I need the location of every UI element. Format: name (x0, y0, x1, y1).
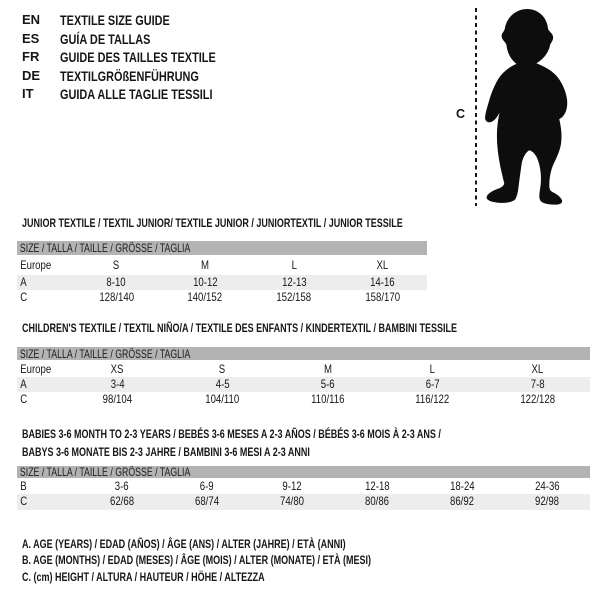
footnotes (22, 536, 487, 585)
size-value-cell: 110/116 (310, 392, 345, 406)
language-row (22, 30, 260, 49)
table-row (17, 360, 590, 377)
junior-size-table (17, 241, 427, 305)
size-value-cell: 24-36 (535, 479, 560, 493)
size-value-cell: M (323, 362, 332, 376)
size-header-bar (17, 241, 427, 255)
size-header-text: SIZE / TALLA / TAILLE / GRÖSSE / TAGLIA (19, 465, 191, 479)
size-value-cell: S (113, 258, 120, 272)
size-header-bar (17, 347, 590, 360)
size-value-cell: L (429, 362, 436, 376)
footnote-line: C. (cm) HEIGHT / ALTURA / HAUTEUR / HÖHE / ALTEZZA (22, 569, 265, 584)
size-value-cell: 158/170 (365, 290, 400, 304)
row-label-cell: A (20, 377, 27, 391)
language-code: DE (22, 67, 41, 83)
row-label-cell: C (20, 494, 28, 508)
size-value-cell: 122/128 (520, 392, 555, 406)
babies-size-table (17, 466, 590, 510)
size-value-cell: 18-24 (449, 479, 475, 493)
row-label-cell: C (20, 392, 28, 406)
size-header-text: SIZE / TALLA / TAILLE / GRÖSSE / TAGLIA (19, 241, 191, 255)
table-row (17, 275, 427, 290)
size-value-cell: 74/80 (279, 494, 304, 508)
size-value-cell: 6-7 (425, 377, 440, 391)
size-value-cell: 3-6 (114, 479, 129, 493)
language-row (22, 11, 260, 30)
table-row (17, 290, 427, 305)
children-size-table (17, 347, 590, 407)
size-header-text: SIZE / TALLA / TAILLE / GRÖSSE / TAGLIA (19, 347, 191, 361)
size-value-cell: 68/74 (194, 494, 219, 508)
language-code: FR (22, 49, 40, 65)
toddler-silhouette-icon (483, 7, 573, 206)
size-value-cell: 10-12 (192, 275, 218, 289)
table-row (17, 377, 590, 392)
babies-section-title-line2: BABYS 3-6 MONATE BIS 2-3 JAHRE / BAMBINI 3-6 MESI A 2-3 ANNI (22, 445, 310, 459)
language-row (22, 48, 260, 67)
table-row (17, 478, 590, 494)
size-value-cell: 86/92 (450, 494, 475, 508)
footnote-line: B. AGE (MONTHS) / EDAD (MESES) / ÂGE (MOIS) / ALTER (MONATE) / ETÀ (MESI) (22, 553, 371, 568)
size-value-cell: XL (376, 258, 389, 272)
size-value-cell: 9-12 (282, 479, 302, 493)
size-value-cell: 6-9 (199, 479, 214, 493)
size-value-cell: XL (531, 362, 544, 376)
size-value-cell: S (219, 362, 226, 376)
language-label: TEXTILGRÖßENFÜHRUNG (60, 67, 199, 84)
size-value-cell: L (291, 258, 297, 272)
height-dashed-line (475, 8, 477, 206)
size-value-cell: 152/158 (276, 290, 312, 304)
children-section-title (22, 321, 600, 335)
size-value-cell: 4-5 (215, 377, 230, 391)
language-code: IT (22, 86, 34, 102)
junior-section-title-text: JUNIOR TEXTILE / TEXTIL JUNIOR/ TEXTILE JUNIOR / JUNIORTEXTIL / JUNIOR TESSILE (22, 216, 403, 230)
language-list (22, 11, 260, 104)
language-label: GUIDE DES TAILLES TEXTILE (60, 49, 216, 66)
size-value-cell: M (201, 258, 210, 272)
size-value-cell: 140/152 (187, 290, 223, 304)
size-value-cell: 14-16 (370, 275, 395, 289)
language-label: TEXTILE SIZE GUIDE (60, 12, 170, 28)
children-section-title-text: CHILDREN'S TEXTILE / TEXTIL NIÑO/A / TEXTILE DES ENFANTS / KINDERTEXTIL / BAMBINI TESSILE (22, 321, 458, 335)
size-value-cell: 104/110 (205, 392, 240, 406)
measure-label-c: C (456, 107, 466, 121)
language-code: ES (22, 30, 40, 46)
row-label-cell: Europe (20, 362, 52, 376)
junior-section-title (22, 216, 530, 230)
row-label-cell: A (20, 275, 27, 289)
size-value-cell: 5-6 (320, 377, 335, 391)
size-value-cell: 8-10 (106, 275, 126, 289)
row-label-cell: B (20, 479, 27, 493)
size-value-cell: 12-13 (281, 275, 307, 289)
size-value-cell: 98/104 (102, 392, 133, 406)
table-row (17, 494, 590, 510)
table-row (17, 392, 590, 407)
language-row (22, 67, 260, 86)
row-label-cell: Europe (20, 258, 52, 272)
babies-section-title-line1: BABIES 3-6 MONTH TO 2-3 YEARS / BEBÉS 3-6 MESES A 2-3 AÑOS / BÉBÉS 3-6 MOIS À 2-3 ANS / (22, 427, 441, 441)
size-value-cell: 7-8 (530, 377, 545, 391)
size-value-cell: 3-4 (110, 377, 125, 391)
footnote-line: A. AGE (YEARS) / EDAD (AÑOS) / ÂGE (ANS) / ALTER (JAHRE) / ETÀ (ANNI) (22, 537, 346, 551)
size-value-cell: 128/140 (99, 290, 134, 304)
size-value-cell: 116/122 (415, 392, 450, 406)
language-label: GUÍA DE TALLAS (60, 30, 151, 47)
language-code: EN (22, 12, 41, 27)
size-value-cell: XS (111, 362, 124, 376)
size-value-cell: 62/68 (109, 494, 134, 508)
size-header-bar (17, 466, 590, 478)
babies-section-title (22, 425, 581, 461)
row-label-cell: C (20, 290, 28, 304)
size-value-cell: 80/86 (365, 494, 390, 508)
table-row (17, 255, 427, 275)
language-label: GUIDA ALLE TAGLIE TESSILI (60, 86, 213, 103)
language-row (22, 85, 260, 104)
size-value-cell: 92/98 (535, 494, 560, 508)
size-value-cell: 12-18 (364, 479, 390, 493)
